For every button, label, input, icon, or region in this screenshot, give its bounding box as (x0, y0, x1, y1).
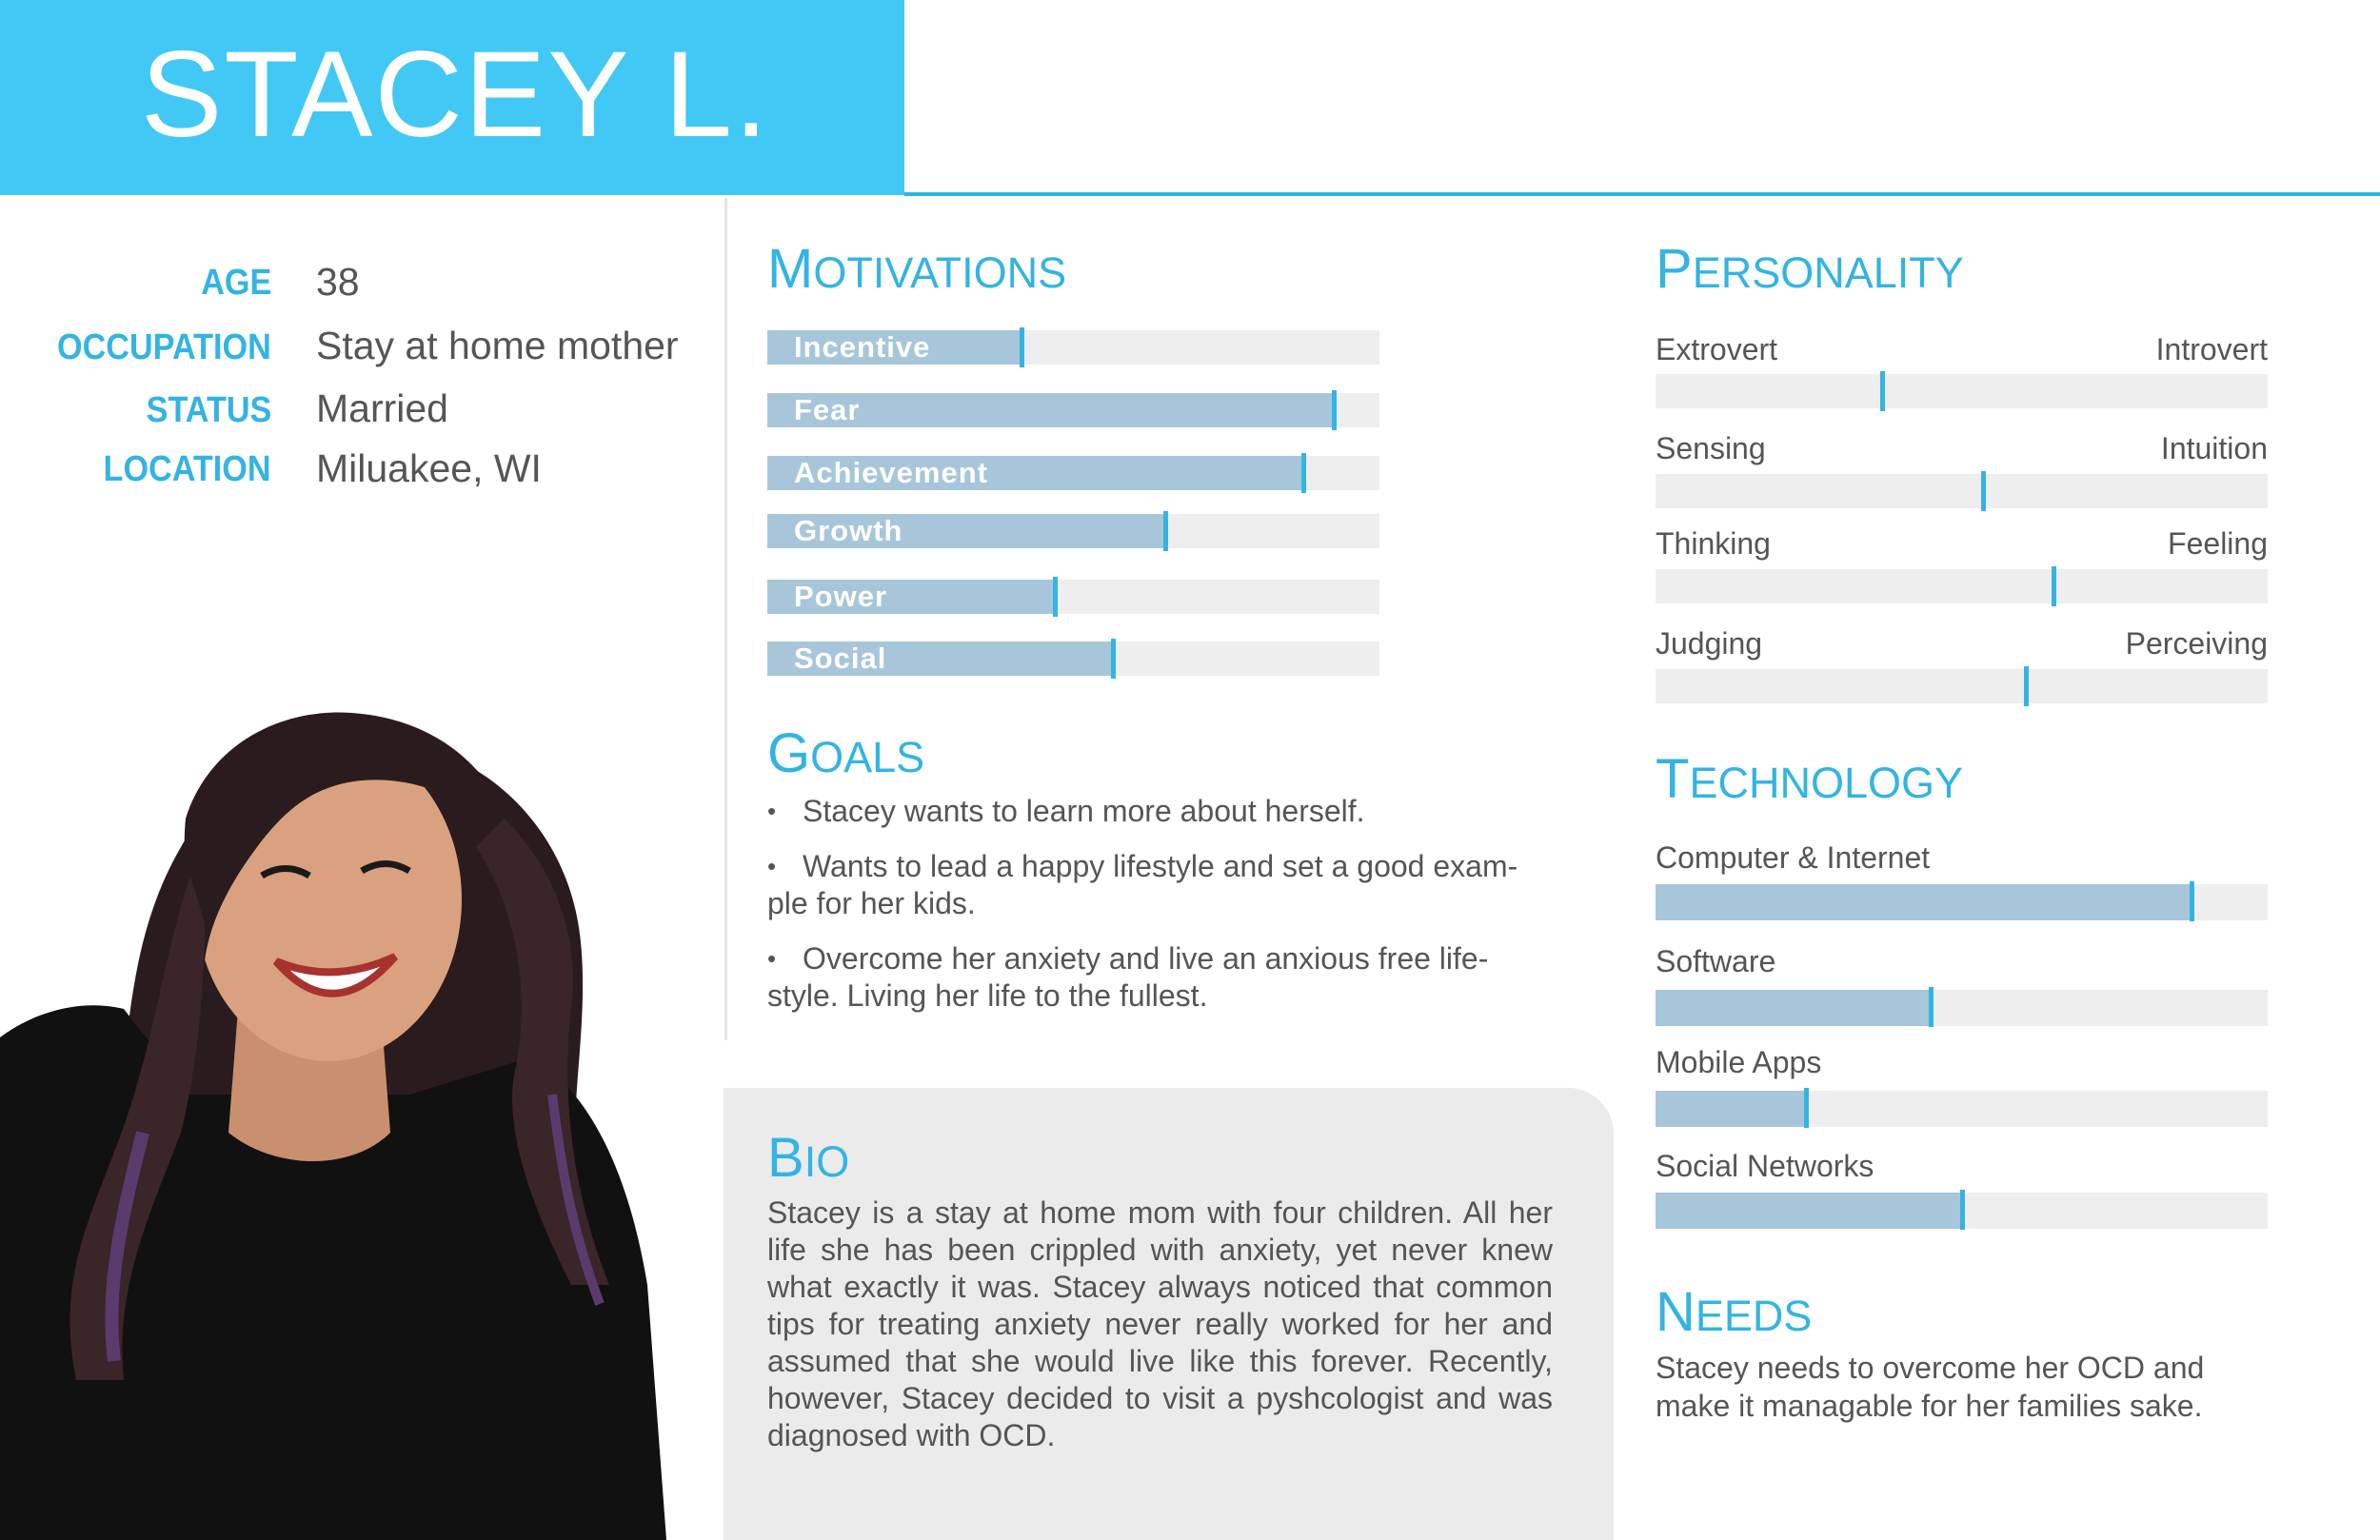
motivations-heading: MOTIVATIONS (767, 238, 1067, 300)
personality-slider-extrovert-introvert (1656, 374, 2268, 408)
info-label-location: LOCATION (103, 449, 271, 489)
info-value-age: 38 (316, 260, 360, 304)
tech-bar-mobile-apps (1656, 1091, 2268, 1127)
motivation-label: Fear (794, 393, 861, 426)
bullet-icon: • (767, 797, 777, 825)
personality-marker (1880, 371, 1885, 411)
motivation-bar-growth (767, 514, 1379, 548)
tech-label: Social Networks (1656, 1149, 1874, 1183)
info-label-status: STATUS (146, 390, 271, 430)
bio-heading: BIO (767, 1127, 850, 1189)
tech-marker (1960, 1190, 1965, 1230)
motivation-marker (1111, 639, 1116, 679)
motivation-label: Growth (794, 514, 903, 547)
motivation-marker (1301, 453, 1306, 493)
info-value-status: Married (316, 386, 448, 430)
tech-bar-social-networks (1656, 1193, 2268, 1229)
trait-left-label: Thinking (1656, 526, 1771, 561)
personality-slider-sensing-intuition (1656, 474, 2268, 508)
tech-marker (1929, 987, 1934, 1027)
trait-right-label: Perceiving (2125, 626, 2268, 661)
trait-left-label: Sensing (1656, 431, 1766, 465)
header-rule (904, 192, 2380, 196)
personality-marker (1981, 471, 1986, 511)
motivation-label: Achievement (794, 456, 988, 489)
trait-left-label: Judging (1656, 626, 1763, 661)
tech-label: Computer & Internet (1656, 840, 1931, 875)
bio-text: Stacey is a stay at home mom with four children. All her life she has been crippled with anxiety, yet never knew what exactly it was. Stacey always noticed that common tips for treating anxiety never really worked for her and assumed that she would live like this forever. Recently, however, Stacey decided to visit a pyshcologist and was diagnosed with OCD. (767, 1195, 1553, 1452)
persona-name: STACEY L. (141, 27, 770, 163)
needs-heading: NEEDS (1656, 1281, 1813, 1343)
motivation-bar-incentive (767, 330, 1379, 365)
trait-right-label: Feeling (2168, 526, 2268, 561)
goal-item: • Wants to lead a happy lifestyle and set a good exam- ple for her kids. (767, 849, 1518, 920)
info-label-occupation: OCCUPATION (57, 327, 271, 367)
motivation-marker (1020, 327, 1024, 367)
tech-fill (1656, 990, 1931, 1026)
personality-slider-thinking-feeling (1656, 569, 2268, 603)
tech-marker (1804, 1088, 1809, 1128)
motivation-marker (1053, 577, 1058, 617)
tech-fill (1656, 1193, 1962, 1229)
motivation-bar-power (767, 580, 1379, 614)
trait-left-label: Extrovert (1656, 332, 1778, 366)
tech-bar-computer-internet (1656, 884, 2268, 920)
tech-fill (1656, 1091, 1806, 1127)
motivation-marker (1163, 511, 1168, 551)
bullet-icon: • (767, 852, 777, 880)
info-label-age: AGE (200, 263, 271, 303)
bullet-icon: • (767, 944, 777, 973)
goals-heading: GOALS (767, 722, 925, 784)
tech-label: Mobile Apps (1656, 1045, 1822, 1079)
info-value-location: Miluakee, WI (316, 446, 542, 490)
trait-right-label: Introvert (2155, 332, 2268, 366)
motivation-bar-achievement (767, 456, 1379, 490)
tech-marker (2190, 881, 2194, 921)
goal-item: • Stacey wants to learn more about herself. (767, 794, 1365, 828)
tech-label: Software (1656, 944, 1776, 978)
personality-slider-judging-perceiving (1656, 669, 2268, 703)
column-divider (724, 198, 727, 1040)
motivation-label: Power (794, 580, 888, 613)
motivation-bar-fear (767, 393, 1379, 427)
motivation-bar-social (767, 642, 1379, 676)
tech-fill (1656, 884, 2192, 920)
personality-marker (2024, 666, 2029, 706)
trait-right-label: Intuition (2160, 431, 2268, 465)
needs-text: Stacey needs to overcome her OCD and make it managable for her families sake. (1656, 1351, 2205, 1423)
personality-marker (2052, 566, 2056, 606)
motivation-marker (1332, 390, 1337, 430)
motivation-label: Incentive (794, 330, 931, 364)
goal-item: • Overcome her anxiety and live an anxious free life- style. Living her life to the fullest. (767, 941, 1489, 1013)
motivation-label: Social (794, 642, 887, 675)
tech-bar-software (1656, 990, 2268, 1026)
info-value-occupation: Stay at home mother (316, 324, 679, 367)
technology-heading: TECHNOLOGY (1656, 748, 1963, 810)
personality-heading: PERSONALITY (1656, 238, 1964, 300)
persona-photo (0, 562, 666, 1540)
